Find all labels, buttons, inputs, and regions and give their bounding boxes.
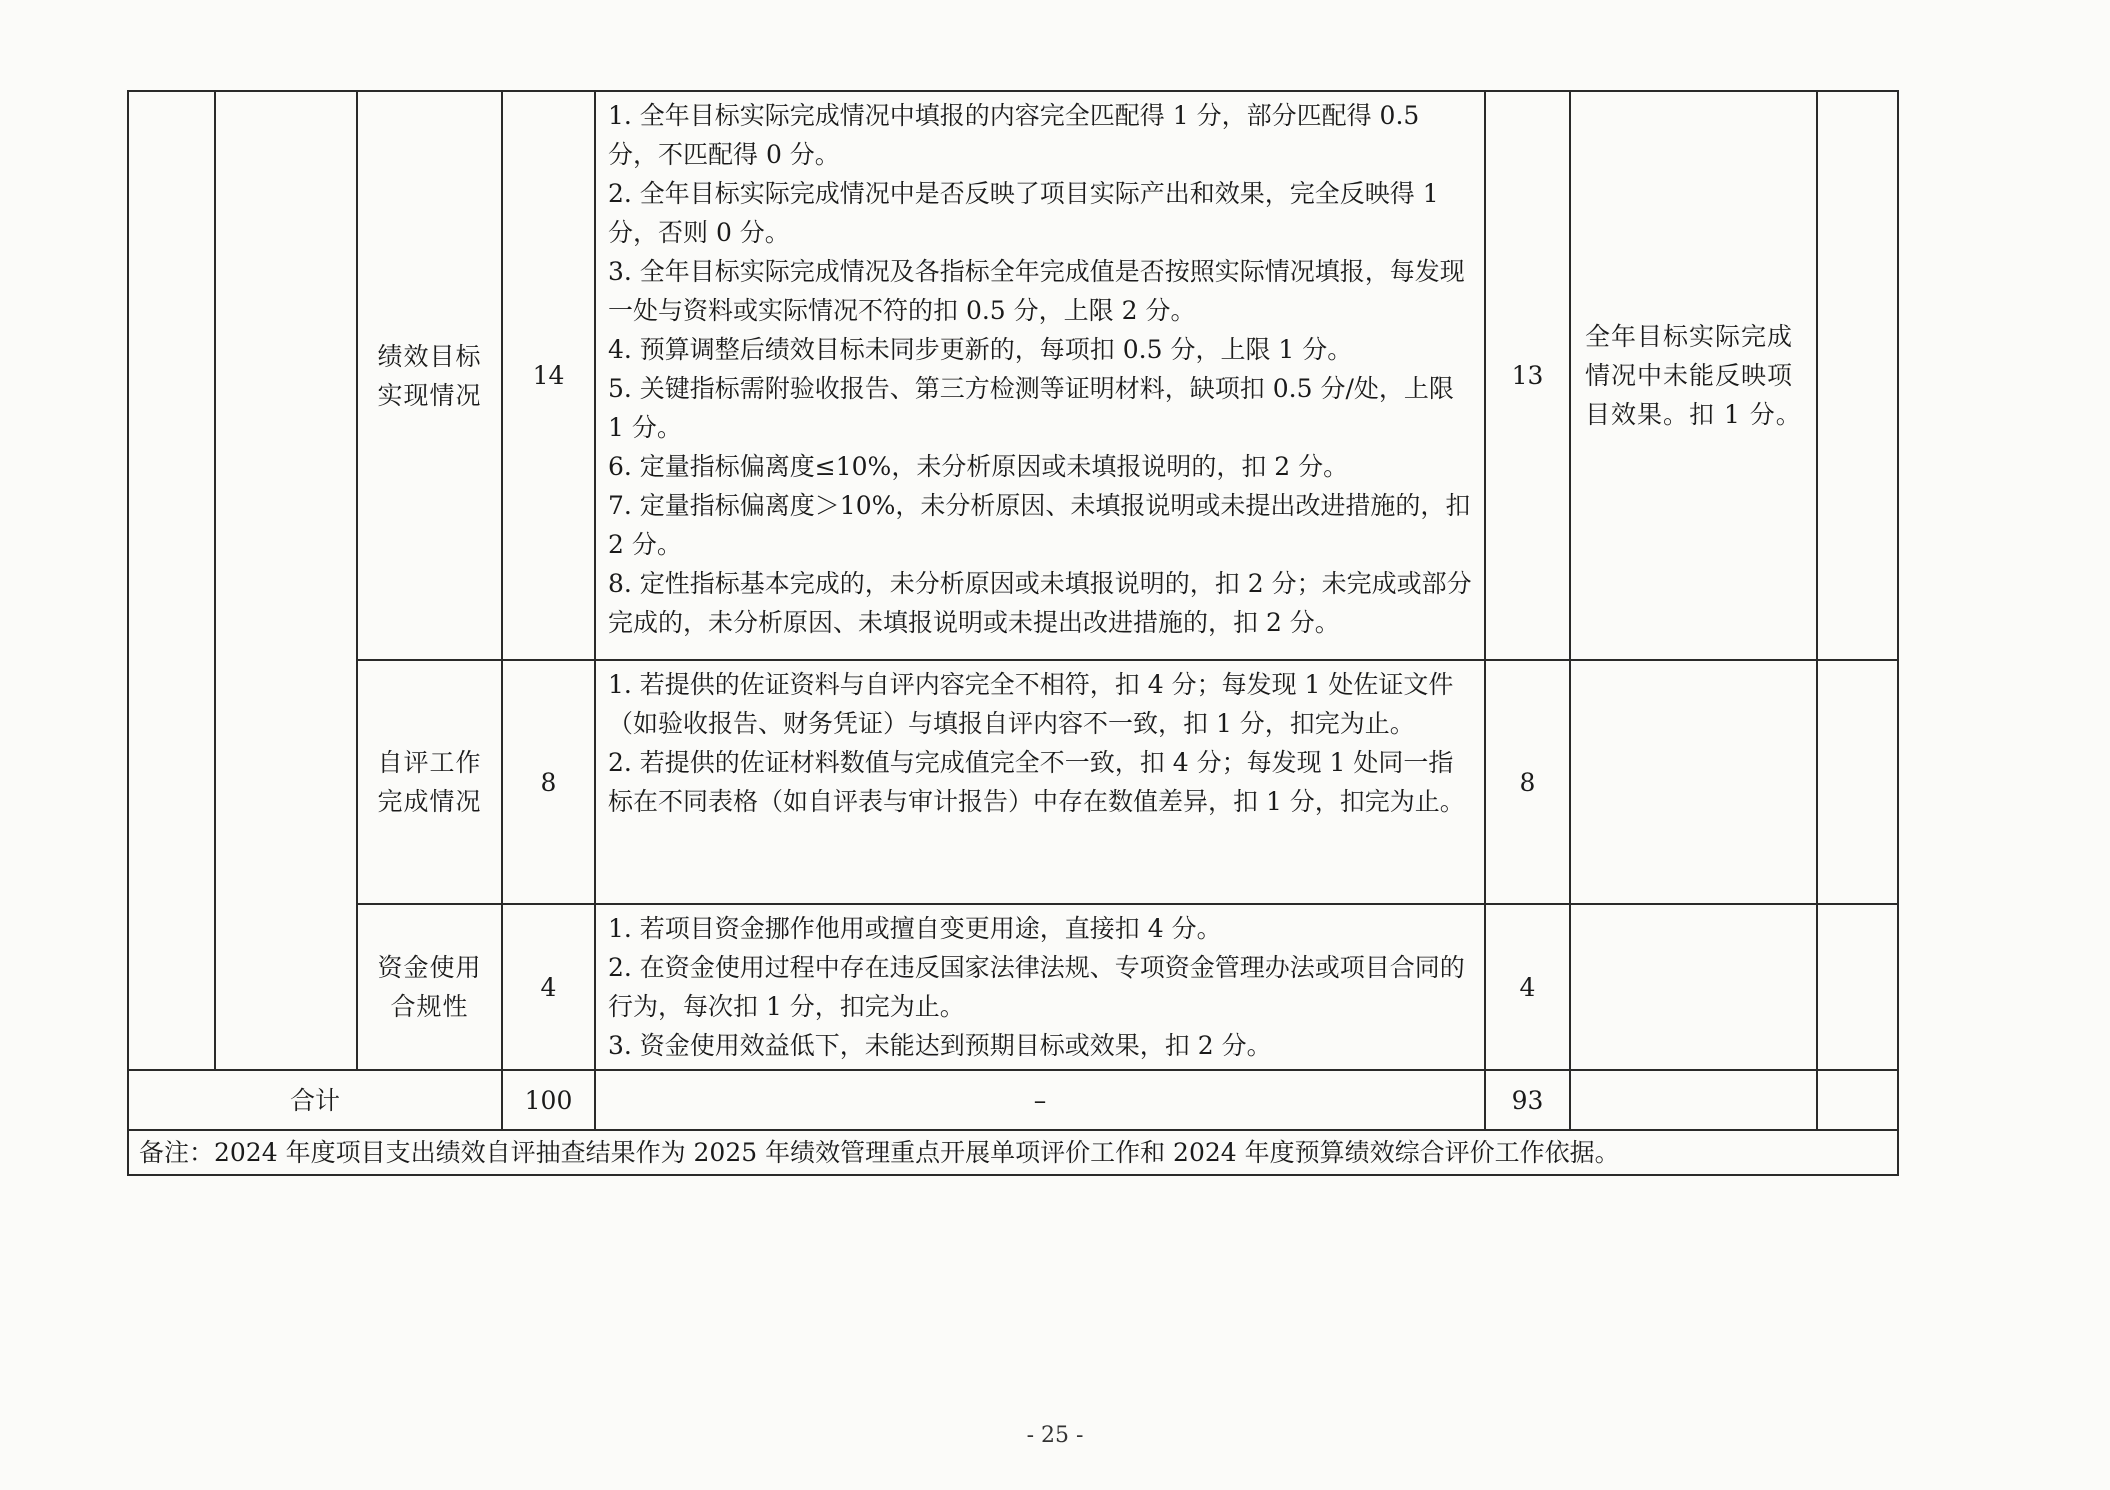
table-row bbox=[128, 904, 1898, 1070]
scoring-rules bbox=[595, 91, 1485, 660]
rule-item: 2. 在资金使用过程中存在违反国家法律法规、专项资金管理办法或项目合同的行为，每次扣 1 分，扣完为止。 bbox=[608, 953, 1465, 1021]
awarded-score: 13 bbox=[1485, 91, 1570, 660]
table-row bbox=[128, 660, 1898, 904]
total-score: 93 bbox=[1485, 1070, 1570, 1130]
rule-item: 8. 定性指标基本完成的，未分析原因或未填报说明的，扣 2 分；未完成或部分完成的，未分析原因、未填报说明或未提出改进措施的，扣 2 分。 bbox=[608, 569, 1472, 637]
table-row bbox=[128, 91, 1898, 660]
empty-cell bbox=[1570, 1070, 1817, 1130]
rule-item: 6. 定量指标偏离度≤10%，未分析原因或未填报说明的，扣 2 分。 bbox=[608, 452, 1349, 481]
awarded-score: 4 bbox=[1485, 904, 1570, 1070]
total-label: 合计 bbox=[128, 1070, 502, 1130]
indicator-name: 绩效目标实现情况 bbox=[357, 91, 502, 660]
total-rules-dash: – bbox=[595, 1070, 1485, 1130]
scoring-rules bbox=[595, 904, 1485, 1070]
rule-item: 3. 资金使用效益低下，未能达到预期目标或效果，扣 2 分。 bbox=[608, 1031, 1272, 1060]
page-number: - 25 - bbox=[1026, 1423, 1084, 1448]
evaluation-table bbox=[127, 90, 1899, 1176]
deduction-remark: 全年目标实际完成情况中未能反映项目效果。扣 1 分。 bbox=[1570, 91, 1817, 660]
max-score: 8 bbox=[502, 660, 595, 904]
category-cell-level2 bbox=[215, 91, 357, 1070]
deduction-remark bbox=[1570, 660, 1817, 904]
awarded-score: 8 bbox=[1485, 660, 1570, 904]
rule-item: 2. 若提供的佐证材料数值与完成值完全不一致，扣 4 分；每发现 1 处同一指标在不同表格（如自评表与审计报告）中存在数值差异，扣 1 分，扣完为止。 bbox=[608, 748, 1465, 816]
rule-item: 1. 若提供的佐证资料与自评内容完全不相符，扣 4 分；每发现 1 处佐证文件（如验收报告、财务凭证）与填报自评内容不一致，扣 1 分，扣完为止。 bbox=[608, 670, 1454, 738]
rule-item: 2. 全年目标实际完成情况中是否反映了项目实际产出和效果，完全反映得 1 分，否则 0 分。 bbox=[608, 179, 1439, 247]
rule-item: 1. 全年目标实际完成情况中填报的内容完全匹配得 1 分，部分匹配得 0.5 分，不匹配得 0 分。 bbox=[608, 101, 1420, 169]
scoring-rules bbox=[595, 660, 1485, 904]
max-score: 4 bbox=[502, 904, 595, 1070]
max-score: 14 bbox=[502, 91, 595, 660]
note-row bbox=[128, 1130, 1898, 1175]
total-row bbox=[128, 1070, 1898, 1130]
table-note: 备注：2024 年度项目支出绩效自评抽查结果作为 2025 年绩效管理重点开展单项评价工作和 2024 年度预算绩效综合评价工作依据。 bbox=[128, 1130, 1898, 1175]
empty-cell bbox=[1817, 660, 1898, 904]
category-cell-level1 bbox=[128, 91, 215, 1070]
rule-item: 7. 定量指标偏离度＞10%，未分析原因、未填报说明或未提出改进措施的，扣 2 分。 bbox=[608, 491, 1471, 559]
deduction-remark bbox=[1570, 904, 1817, 1070]
rule-item: 1. 若项目资金挪作他用或擅自变更用途，直接扣 4 分。 bbox=[608, 914, 1222, 943]
rule-item: 3. 全年目标实际完成情况及各指标全年完成值是否按照实际情况填报，每发现一处与资料或实际情况不符的扣 0.5 分，上限 2 分。 bbox=[608, 257, 1465, 325]
rule-item: 4. 预算调整后绩效目标未同步更新的，每项扣 0.5 分，上限 1 分。 bbox=[608, 335, 1353, 364]
empty-cell bbox=[1817, 1070, 1898, 1130]
indicator-name: 自评工作完成情况 bbox=[357, 660, 502, 904]
empty-cell bbox=[1817, 904, 1898, 1070]
empty-cell bbox=[1817, 91, 1898, 660]
rule-item: 5. 关键指标需附验收报告、第三方检测等证明材料，缺项扣 0.5 分/处，上限 1 分。 bbox=[608, 374, 1454, 442]
indicator-name: 资金使用合规性 bbox=[357, 904, 502, 1070]
total-max-score: 100 bbox=[502, 1070, 595, 1130]
